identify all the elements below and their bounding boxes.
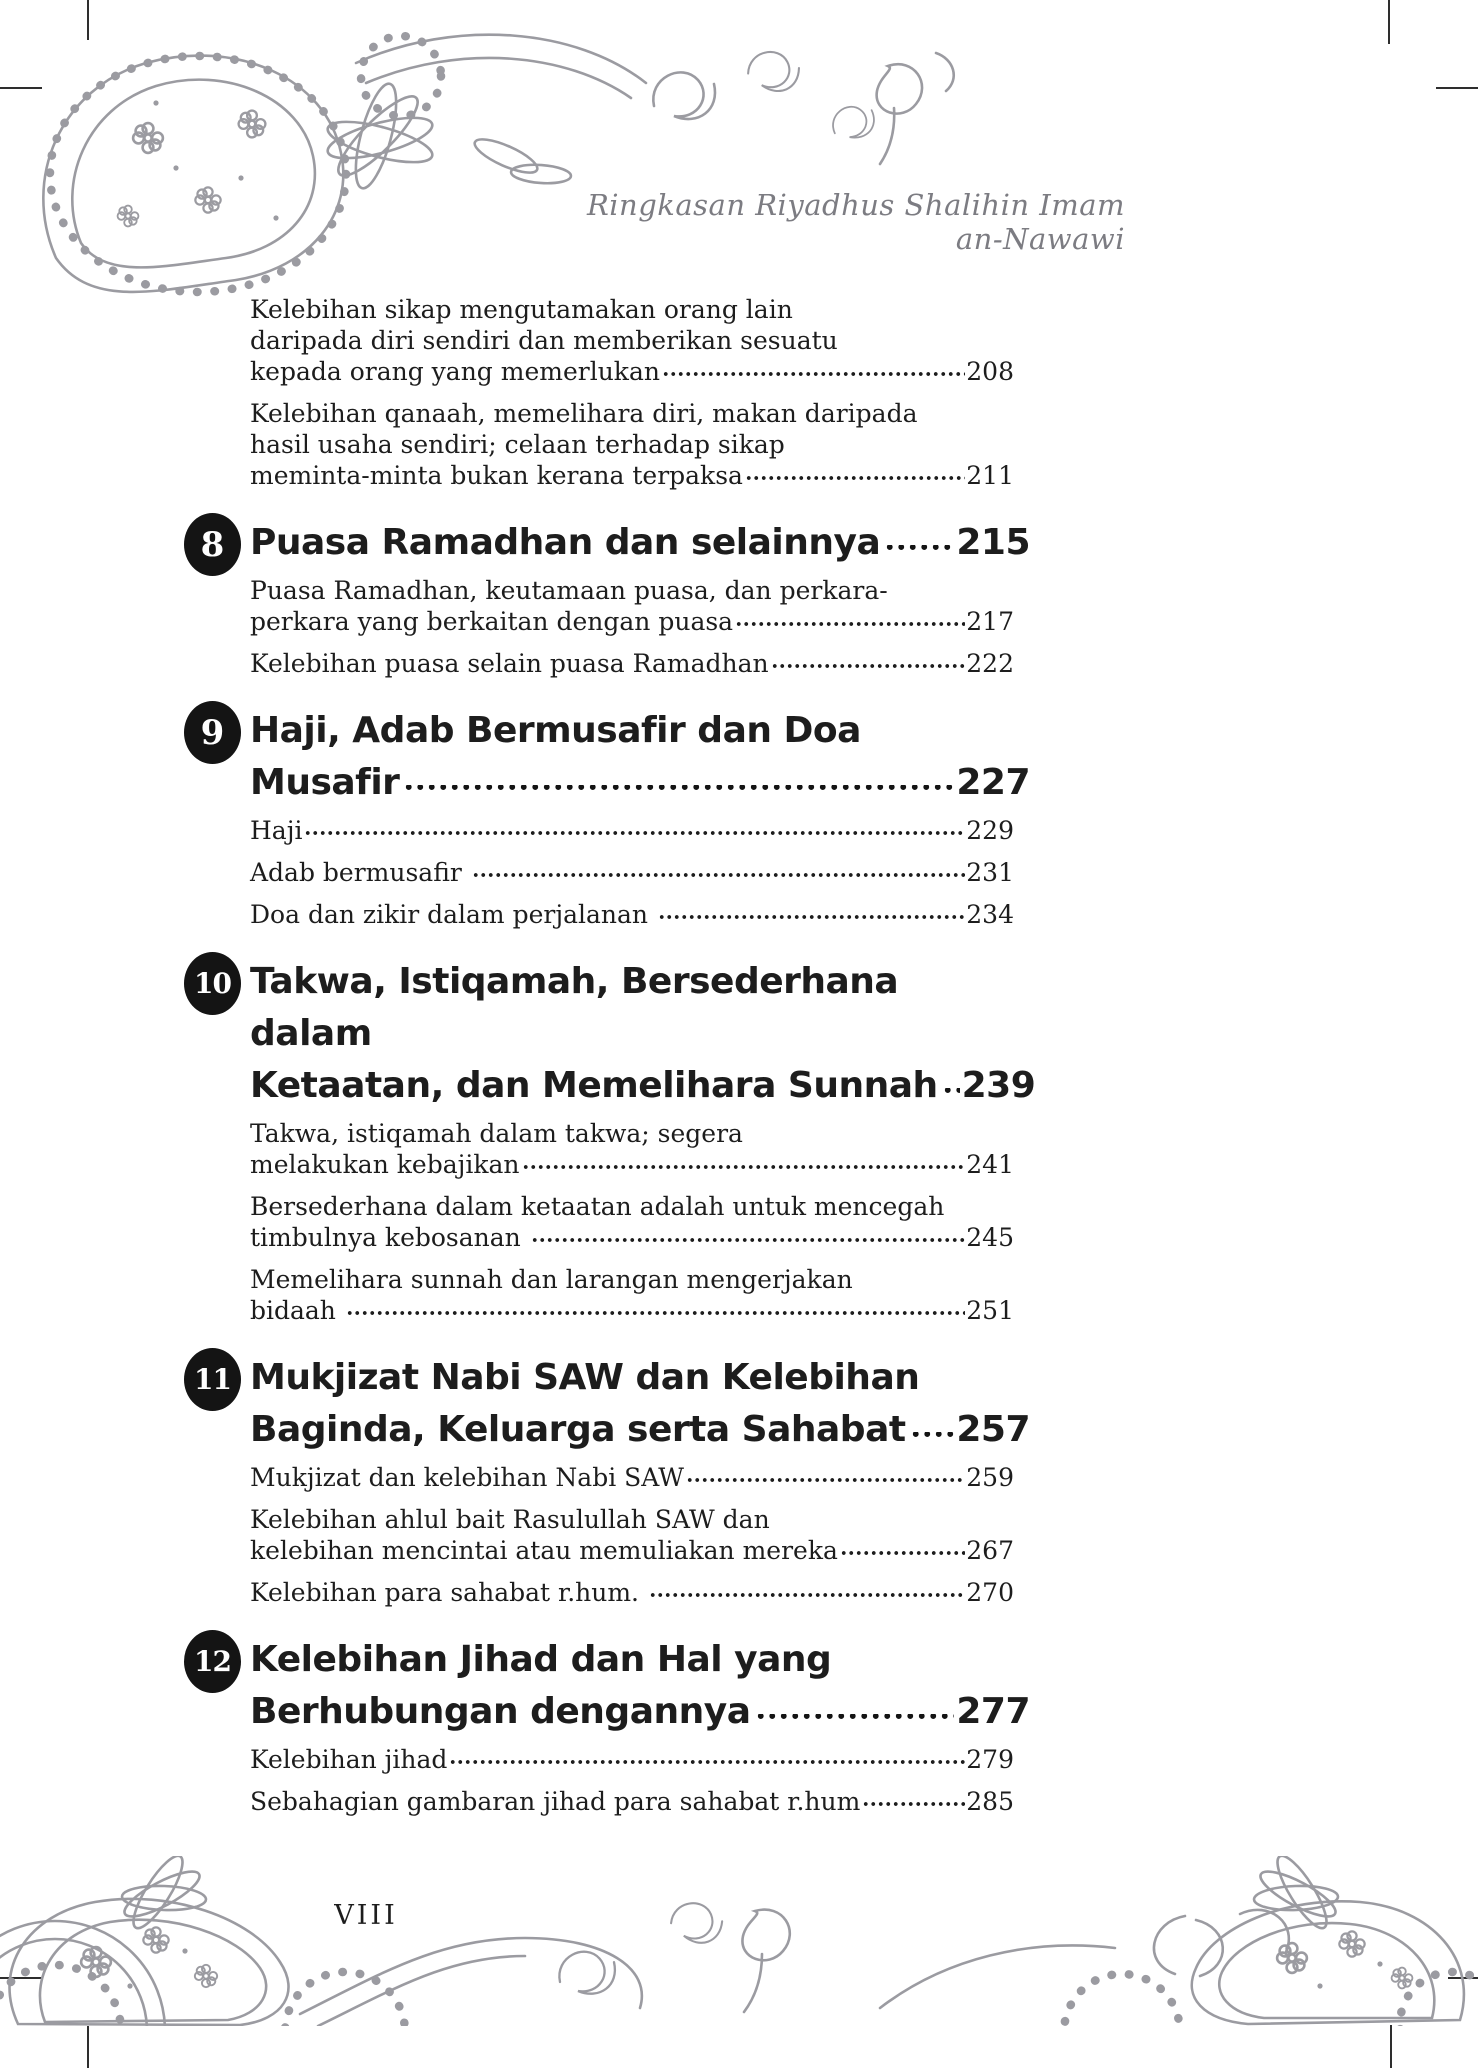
dot-leader: [862, 1801, 965, 1815]
entry-text: Doa dan zikir dalam perjalanan: [250, 900, 656, 929]
paisley-ornament-bottom: [0, 1856, 1478, 2026]
dot-leader: [735, 621, 965, 635]
toc-subitem: [250, 1744, 1030, 1775]
entry-text: Adab bermusafir: [250, 858, 470, 887]
toc-subitem-line: Bersederhana dalam ketaatan adalah untuk mencegah: [250, 1192, 945, 1221]
entry-page-number: 227: [956, 762, 1030, 803]
toc-entry-line: [250, 1577, 1014, 1608]
entry-text: Sebahagian gambaran jihad para sahabat r.hum: [250, 1787, 861, 1816]
crop-mark-top-right-horizontal: [1436, 87, 1478, 89]
entry-text: bidaah: [250, 1296, 344, 1325]
toc-subitem-line: Kelebihan qanaah, memelihara diri, makan daripada: [250, 399, 918, 428]
dot-leader: [403, 785, 954, 803]
toc-entry-line: [250, 1744, 1014, 1775]
entry-text: Haji: [250, 816, 303, 845]
toc-entry-line: [250, 1686, 1030, 1738]
entry-page-number: 239: [961, 1065, 1036, 1106]
entry-page-number: 251: [966, 1296, 1014, 1325]
toc-chapter-heading: [200, 705, 1030, 809]
toc-entry-line: [250, 1060, 1036, 1112]
toc-subitem-line: Kelebihan sikap mengutamakan orang lain: [250, 295, 793, 324]
chapter-number: 11: [194, 1363, 231, 1396]
toc-chapter-heading: [194, 956, 1036, 1112]
chapter-number: 8: [200, 524, 225, 565]
toc-subitem: [250, 398, 1030, 491]
toc-subitem: [250, 575, 1030, 637]
entry-page-number: 259: [966, 1463, 1014, 1492]
dot-leader: [346, 1310, 965, 1324]
running-title: Ringkasan Riyadhus Shalihin Imam an-Nawawi: [586, 188, 1125, 256]
toc-subitem: [250, 1462, 1030, 1493]
dot-leader: [755, 1714, 955, 1732]
entry-text: timbulnya kebosanan: [250, 1223, 529, 1252]
chapter-number: 12: [194, 1645, 231, 1678]
toc-entry-line: [250, 356, 1014, 387]
crop-mark-bottom-right-vertical: [1390, 2025, 1392, 2068]
dot-leader: [942, 1088, 960, 1106]
entry-page-number: 217: [966, 607, 1014, 636]
chapter-number-badge: [184, 701, 241, 764]
toc-subitem: [250, 899, 1030, 930]
chapter-number: 9: [200, 712, 225, 753]
chapter-number-badge: [184, 1348, 241, 1411]
toc-subitem: [250, 1264, 1030, 1326]
entry-text: kelebihan mencintai atau memuliakan mereka: [250, 1536, 838, 1565]
toc-subitem-line: hasil usaha sendiri; celaan terhadap sikap: [250, 430, 785, 459]
toc-chapter-heading: [194, 1634, 1030, 1738]
toc-entry-line: [250, 517, 1030, 569]
dot-leader: [662, 371, 965, 385]
toc-entry-line: [250, 460, 1014, 491]
dot-leader: [771, 663, 966, 677]
toc-subitem: [250, 648, 1030, 679]
dot-leader: [658, 914, 965, 928]
toc-subitem: [250, 1577, 1030, 1608]
chapter-title-line: Haji, Adab Bermusafir dan Doa: [250, 710, 861, 751]
entry-text: Berhubungan dengannya: [250, 1691, 751, 1732]
entry-page-number: 245: [966, 1223, 1014, 1252]
chapter-title-line: Mukjizat Nabi SAW dan Kelebihan: [250, 1357, 920, 1398]
toc: [194, 294, 1036, 1828]
chapter-number-badge: [184, 513, 241, 576]
dot-leader: [745, 475, 965, 489]
toc-subitem-line: daripada diri sendiri dan memberikan sesuatu: [250, 326, 838, 355]
chapter-number-badge: [184, 952, 241, 1015]
toc-subitem-line: Kelebihan ahlul bait Rasulullah SAW dan: [250, 1505, 770, 1534]
toc-subitem: [250, 1118, 1030, 1180]
crop-mark-bottom-left-vertical: [87, 2026, 89, 2068]
entry-page-number: 241: [966, 1150, 1014, 1179]
toc-subitem: [250, 1504, 1030, 1566]
toc-subitem: [250, 1191, 1030, 1253]
toc-entry-line: [250, 1149, 1014, 1180]
paisley-ornament-top: [36, 28, 966, 328]
entry-page-number: 234: [966, 900, 1014, 929]
entry-text: Kelebihan jihad: [250, 1745, 448, 1774]
entry-text: Kelebihan para sahabat r.hum.: [250, 1578, 647, 1607]
crop-mark-top-right-vertical: [1388, 0, 1390, 44]
toc-entry-line: [250, 1404, 1030, 1456]
entry-text: Musafir: [250, 762, 400, 803]
toc-entry-line: [250, 857, 1014, 888]
entry-page-number: 229: [966, 816, 1014, 845]
toc-subitem-line: Takwa, istiqamah dalam takwa; segera: [250, 1119, 743, 1148]
toc-entry-line: [250, 1295, 1014, 1326]
dot-leader: [472, 872, 966, 886]
dot-leader: [686, 1477, 965, 1491]
toc-entry-line: [250, 1786, 1014, 1817]
toc-entry-line: [250, 1535, 1014, 1566]
chapter-number-badge: [184, 1630, 241, 1693]
toc-subitem-line: Memelihara sunnah dan larangan mengerjakan: [250, 1265, 853, 1294]
toc-subitem: [250, 815, 1030, 846]
entry-page-number: 211: [966, 461, 1014, 490]
page-number: VIII: [334, 1900, 398, 1931]
toc-subitem-line: Puasa Ramadhan, keutamaan puasa, dan perkara-: [250, 576, 888, 605]
entry-text: Ketaatan, dan Memelihara Sunnah: [250, 1065, 938, 1106]
chapter-title-line: Kelebihan Jihad dan Hal yang: [250, 1639, 832, 1680]
entry-page-number: 277: [956, 1691, 1030, 1732]
toc-entry-line: [250, 606, 1014, 637]
entry-text: Kelebihan puasa selain puasa Ramadhan: [250, 649, 769, 678]
dot-leader: [840, 1550, 965, 1564]
toc-entry-line: [250, 1462, 1014, 1493]
entry-text: Puasa Ramadhan dan selainnya: [250, 522, 881, 563]
toc-entry-line: [250, 815, 1014, 846]
entry-page-number: 285: [966, 1787, 1014, 1816]
entry-page-number: 270: [966, 1578, 1014, 1607]
toc-chapter-heading: [194, 1352, 1030, 1456]
entry-text: Mukjizat dan kelebihan Nabi SAW: [250, 1463, 684, 1492]
toc-chapter-heading: [200, 517, 1030, 569]
toc-subitem: [250, 294, 1030, 387]
toc-subitem: [250, 857, 1030, 888]
dot-leader: [910, 1432, 955, 1450]
dot-leader: [531, 1237, 966, 1251]
entry-text: perkara yang berkaitan dengan puasa: [250, 607, 734, 636]
dot-leader: [649, 1592, 965, 1606]
entry-page-number: 215: [956, 522, 1030, 563]
dot-leader: [522, 1164, 966, 1178]
dot-leader: [449, 1759, 965, 1773]
chapter-title-line: Takwa, Istiqamah, Bersederhana dalam: [250, 961, 899, 1054]
toc-subitem: [250, 1786, 1030, 1817]
toc-entry-line: [250, 1222, 1014, 1253]
dot-leader: [884, 545, 954, 563]
entry-text: kepada orang yang memerlukan: [250, 357, 660, 386]
chapter-number: 10: [194, 967, 231, 1000]
entry-page-number: 267: [966, 1536, 1014, 1565]
toc-entry-line: [250, 757, 1030, 809]
entry-page-number: 208: [966, 357, 1014, 386]
entry-page-number: 222: [966, 649, 1014, 678]
entry-text: meminta-minta bukan kerana terpaksa: [250, 461, 743, 490]
entry-text: melakukan kebajikan: [250, 1150, 520, 1179]
entry-page-number: 279: [966, 1745, 1014, 1774]
entry-text: Baginda, Keluarga serta Sahabat: [250, 1409, 906, 1450]
entry-page-number: 257: [956, 1409, 1030, 1450]
toc-entry-line: [250, 899, 1014, 930]
dot-leader: [304, 830, 965, 844]
toc-entry-line: [250, 648, 1014, 679]
entry-page-number: 231: [966, 858, 1014, 887]
